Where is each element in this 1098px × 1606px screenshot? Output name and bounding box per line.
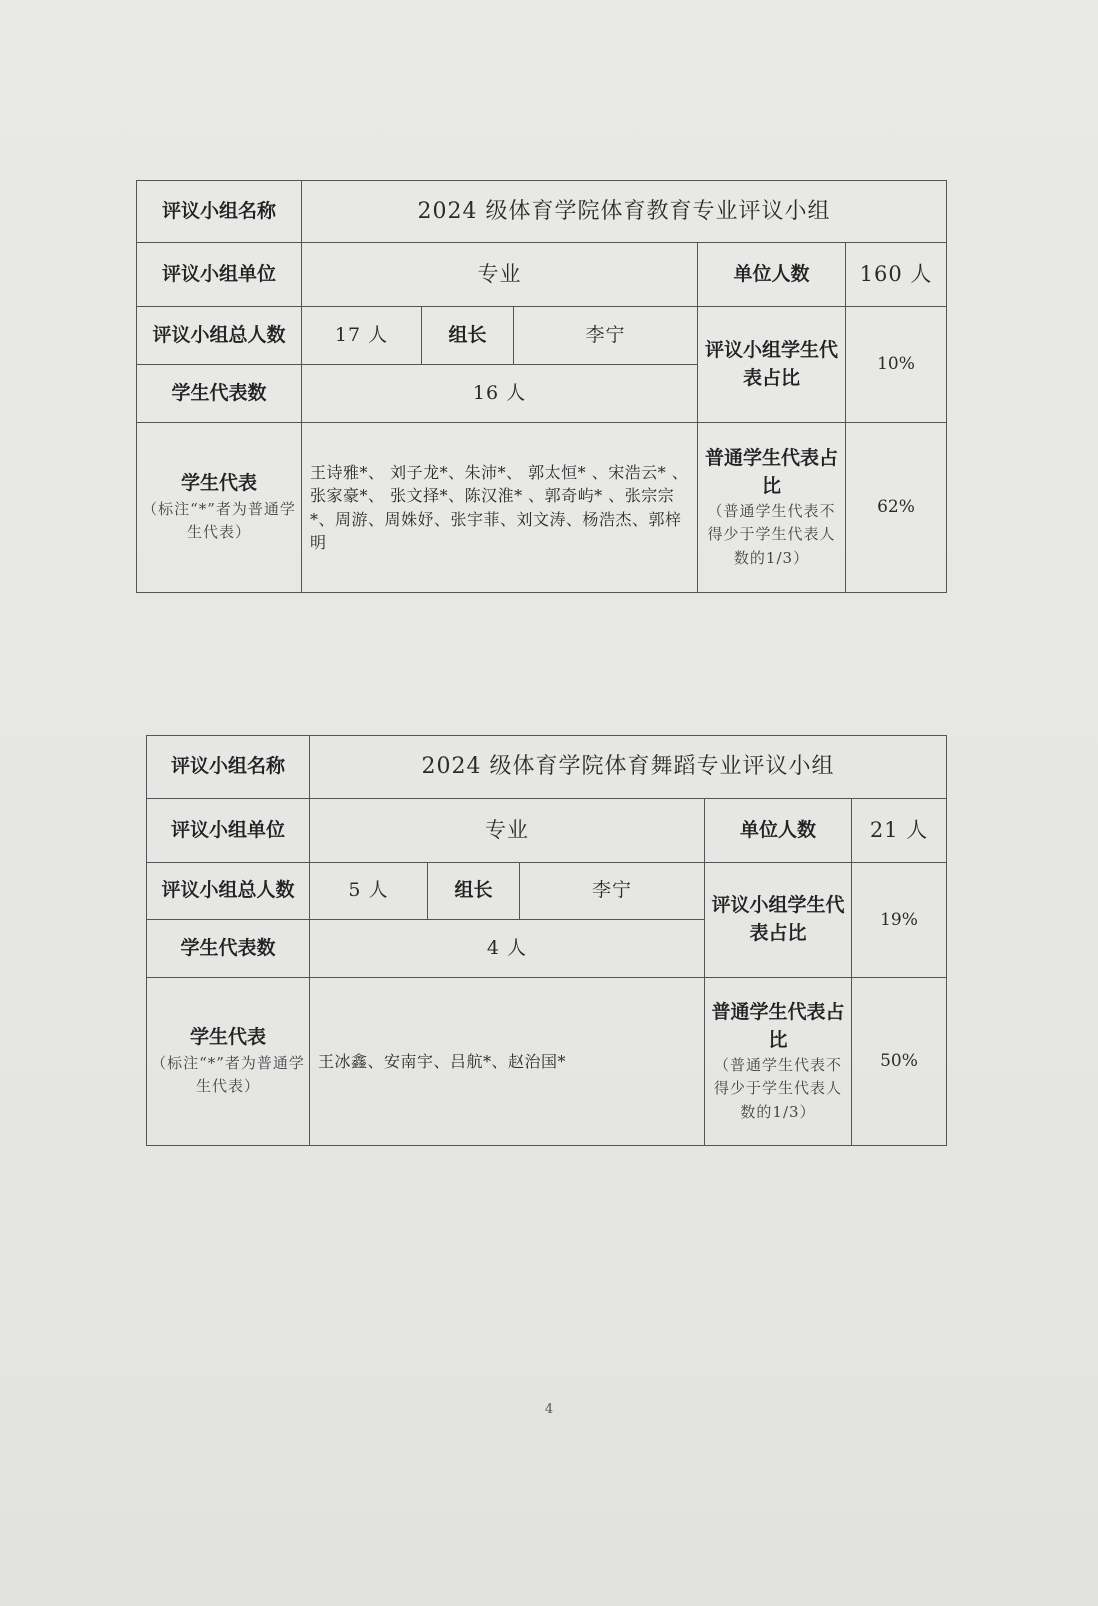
student-reps-list: 王诗雅*、 刘子龙*、朱沛*、 郭太恒* 、宋浩云* 、张家豪*、 张文择*、陈汉淮* 、郭奇屿* 、张宗宗*、周游、周姝妤、张宇菲、刘文涛、杨浩杰、郭梓明 xyxy=(302,423,698,593)
label-leader: 组长 xyxy=(422,307,514,365)
review-group-table-2 xyxy=(146,735,947,1146)
label-ordinary-ratio-title: 普通学生代表占比 xyxy=(711,1001,845,1051)
label-group-unit: 评议小组单位 xyxy=(137,243,302,307)
review-group-table-1 xyxy=(136,180,947,593)
label-group-name: 评议小组名称 xyxy=(137,181,302,243)
leader: 李宁 xyxy=(514,307,698,365)
leader: 李宁 xyxy=(520,863,705,920)
rep-ratio: 10% xyxy=(846,307,947,423)
unit-count: 160 人 xyxy=(846,243,947,307)
ordinary-ratio-note: （普通学生代表不得少于学生代表人数的1/3） xyxy=(707,502,836,567)
label-leader: 组长 xyxy=(428,863,520,920)
group-total: 17 人 xyxy=(302,307,422,365)
ordinary-ratio: 62% xyxy=(846,423,947,593)
ordinary-ratio-note: （普通学生代表不得少于学生代表人数的1/3） xyxy=(713,1056,842,1121)
student-reps-note: （标注“*”者为普通学生代表） xyxy=(142,500,296,542)
label-student-reps-title: 学生代表 xyxy=(189,1026,266,1049)
label-unit-count: 单位人数 xyxy=(698,243,846,307)
label-rep-ratio: 评议小组学生代表占比 xyxy=(698,307,846,423)
group-name: 2024 级体育学院体育舞蹈专业评议小组 xyxy=(310,736,947,799)
group-total: 5 人 xyxy=(310,863,428,920)
group-unit: 专业 xyxy=(310,799,705,863)
label-group-name: 评议小组名称 xyxy=(147,736,310,799)
rep-ratio: 19% xyxy=(852,863,947,978)
label-unit-count: 单位人数 xyxy=(705,799,852,863)
group-name: 2024 级体育学院体育教育专业评议小组 xyxy=(302,181,947,243)
group-unit: 专业 xyxy=(302,243,698,307)
label-rep-ratio: 评议小组学生代表占比 xyxy=(705,863,852,978)
label-ordinary-ratio xyxy=(705,978,852,1146)
unit-count: 21 人 xyxy=(852,799,947,863)
label-group-total: 评议小组总人数 xyxy=(137,307,302,365)
rep-count: 4 人 xyxy=(310,920,705,978)
label-student-reps-title: 学生代表 xyxy=(180,472,257,495)
label-group-unit: 评议小组单位 xyxy=(147,799,310,863)
label-ordinary-ratio-title: 普通学生代表占比 xyxy=(704,447,838,497)
student-reps-list: 王冰鑫、安南宇、吕航*、赵治国* xyxy=(310,978,705,1146)
label-ordinary-ratio xyxy=(698,423,846,593)
label-student-reps xyxy=(137,423,302,593)
ordinary-ratio: 50% xyxy=(852,978,947,1146)
label-rep-count: 学生代表数 xyxy=(147,920,310,978)
student-reps-note: （标注“*”者为普通学生代表） xyxy=(151,1054,305,1096)
label-rep-count: 学生代表数 xyxy=(137,365,302,423)
page-number: 4 xyxy=(544,1402,554,1417)
label-group-total: 评议小组总人数 xyxy=(147,863,310,920)
label-student-reps xyxy=(147,978,310,1146)
rep-count: 16 人 xyxy=(302,365,698,423)
